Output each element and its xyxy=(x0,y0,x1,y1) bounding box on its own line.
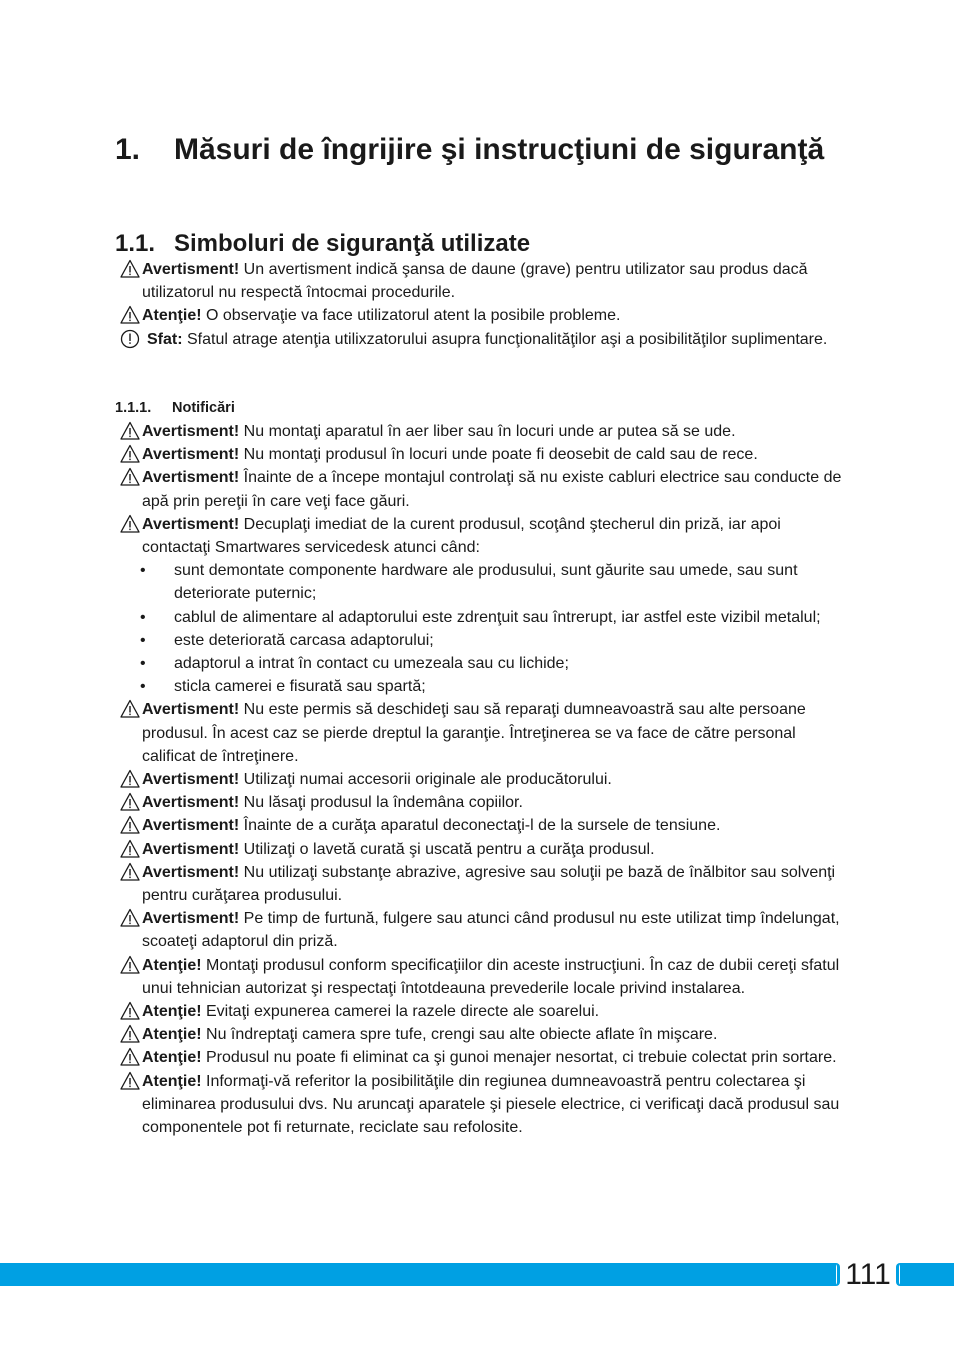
warning-icon xyxy=(120,467,140,487)
bullet-item xyxy=(120,629,845,652)
info-icon xyxy=(120,329,140,349)
notice-label: Avertisment! xyxy=(142,863,240,881)
bullet-dot: • xyxy=(140,631,146,649)
notice-item xyxy=(120,258,845,304)
heading-3-text: Notificări xyxy=(172,400,235,416)
notice-text: Nu îndreptaţi camera spre tufe, crengi sau alte obiecte aflate în mişcare. xyxy=(201,1026,718,1044)
bullet-dot: • xyxy=(140,655,146,673)
notice-text: Nu utilizaţi substanţe abrazive, agresive sau soluţii pe bază de înălbitor sau solvenţi pentru curăţarea produsului. xyxy=(142,863,836,905)
notice-item xyxy=(120,768,845,791)
notice-item xyxy=(120,420,845,443)
bullet-text: sunt demontate componente hardware ale produsului, sunt găurite sau umede, sau sunt deteriorate puternic; xyxy=(174,562,798,603)
notice-item xyxy=(120,1000,845,1023)
notice-label: Avertisment! xyxy=(142,794,240,812)
notice-text: Un avertisment indică şansa de daune (grave) pentru utilizator sau produs dacă utilizatorul nu respectă întocmai procedurile. xyxy=(142,261,808,302)
warning-icon xyxy=(120,815,140,835)
notice-item xyxy=(120,1046,845,1069)
notice-text: Nu este permis să deschideţi sau să reparaţi dumneavoastră sau alte persoane produsul. În acest caz se pierde dreptul la garanţie. Întreţinerea se va face de către personal calificat de întreţinere. xyxy=(142,701,806,765)
notice-item xyxy=(120,328,845,351)
warning-icon xyxy=(120,259,140,279)
bullet-item xyxy=(120,675,845,698)
notice-item xyxy=(120,814,845,837)
notice-label: Avertisment! xyxy=(142,261,240,278)
bullet-dot: • xyxy=(140,608,146,626)
warning-icon xyxy=(120,305,140,325)
heading-1-number: 1. xyxy=(115,133,141,166)
warning-icon xyxy=(120,1001,140,1021)
notice-item xyxy=(120,304,845,327)
heading-1-text: Măsuri de îngrijire şi instrucţiuni de siguranţă xyxy=(174,133,825,166)
page-number-box xyxy=(836,1256,900,1292)
notice-label: Avertisment! xyxy=(142,515,240,533)
notice-label: Avertisment! xyxy=(142,446,240,464)
notice-text: Înainte de a curăţa aparatul deconectaţi-l de la sursele de tensiune. xyxy=(239,817,721,835)
heading-2 xyxy=(115,228,530,260)
warning-icon xyxy=(120,862,140,882)
bullet-list xyxy=(120,559,845,698)
warning-icon xyxy=(120,839,140,859)
notice-item xyxy=(120,1070,845,1140)
warning-icon xyxy=(120,1047,140,1067)
notice-item xyxy=(120,861,845,907)
notice-label: Atenţie! xyxy=(142,1049,202,1067)
notice-label: Avertisment! xyxy=(142,910,240,928)
notice-text: Nu montaţi aparatul în aer liber sau în locuri unde ar putea să se ude. xyxy=(239,423,736,440)
notice-item xyxy=(120,838,845,861)
notice-item xyxy=(120,443,845,466)
notice-item xyxy=(120,907,845,953)
notice-text: Nu montaţi produsul în locuri unde poate fi deosebit de cald sau de rece. xyxy=(239,446,758,464)
notice-text: Montaţi produsul conform specificaţiilor din aceste instrucţiuni. În caz de dubii cereţi sfatul unui tehnician autorizat şi respectaţi întotdeauna prevederile locale privind instalarea. xyxy=(142,956,840,997)
notice-label: Avertisment! xyxy=(142,840,240,858)
notices-list xyxy=(120,420,845,1139)
bullet-item xyxy=(120,652,845,675)
notice-item xyxy=(120,513,845,559)
notice-text: Utilizaţi numai accesorii originale ale producătorului. xyxy=(239,771,612,789)
footer-bar xyxy=(0,1263,954,1286)
notice-item xyxy=(120,698,845,768)
warning-icon xyxy=(120,769,140,789)
symbols-list xyxy=(120,258,845,351)
notice-label: Atenţie! xyxy=(142,956,202,974)
notice-text: Utilizaţi o lavetă curată şi uscată pentru a curăţa produsul. xyxy=(239,840,655,858)
bullet-item xyxy=(120,606,845,629)
notice-text: Înainte de a începe montajul controlaţi să nu existe cabluri electrice sau conducte de apă prin pereţii în care veţi face găuri. xyxy=(142,469,842,510)
warning-icon xyxy=(120,792,140,812)
notice-text: Informaţi-vă referitor la posibilităţile din regiunea dumneavoastră pentru colectarea şi eliminarea produsului dvs. Nu aruncaţi aparatele şi piesele electrice, ci verificaţi dacă produsul sau componentele pot fi returnate, reciclate sau refolosite. xyxy=(142,1072,840,1137)
notice-label: Atenţie! xyxy=(142,1003,202,1021)
notice-text: Decuplaţi imediat de la curent produsul, scoţând ştecherul din priză, iar apoi contactaţi Smartwares servicedesk atunci când: xyxy=(142,515,781,557)
warning-icon xyxy=(120,1024,140,1044)
notice-label: Avertisment! xyxy=(142,701,240,719)
notice-label: Atenţie! xyxy=(142,1026,202,1044)
page-number: 111 xyxy=(845,1258,891,1291)
bullet-text: cablul de alimentare al adaptorului este zdrenţuit sau întrerupt, iar astfel este vizibil metalul; xyxy=(174,608,821,626)
notice-label: Atenţie! xyxy=(142,307,202,325)
heading-2-text: Simboluri de siguranţă utilizate xyxy=(174,230,531,257)
warning-icon xyxy=(120,699,140,719)
bullet-dot: • xyxy=(140,678,146,696)
bullet-dot: • xyxy=(140,562,146,580)
notice-item xyxy=(120,1023,845,1046)
notice-text: O observaţie va face utilizatorul atent la posibile probleme. xyxy=(201,307,621,325)
warning-icon xyxy=(120,444,140,464)
warning-icon xyxy=(120,955,140,975)
notice-label: Atenţie! xyxy=(142,1072,202,1090)
notice-label: Sfat: xyxy=(147,330,183,348)
warning-icon xyxy=(120,1071,140,1091)
warning-icon xyxy=(120,908,140,928)
notice-item xyxy=(120,954,845,1000)
notice-label: Avertisment! xyxy=(142,469,240,487)
heading-3 xyxy=(115,398,235,418)
bullet-text: este deteriorată carcasa adaptorului; xyxy=(174,631,434,649)
heading-2-number: 1.1. xyxy=(115,230,156,257)
bullet-item xyxy=(120,559,845,605)
notice-text: Nu lăsaţi produsul la îndemâna copiilor. xyxy=(239,794,523,812)
notice-item xyxy=(120,791,845,814)
warning-icon xyxy=(120,421,140,441)
warning-icon xyxy=(120,514,140,534)
notice-item xyxy=(120,466,845,512)
notice-text: Produsul nu poate fi eliminat ca şi gunoi menajer nesortat, ci trebuie colectat prin sortare. xyxy=(201,1049,837,1067)
notice-text: Sfatul atrage atenţia utilixzatorului asupra funcţionalităţilor aşi a posibilităţilor suplimentare. xyxy=(182,330,828,348)
bullet-text: sticla camerei e fisurată sau spartă; xyxy=(174,678,426,696)
bullet-text: adaptorul a intrat în contact cu umezeala sau cu lichide; xyxy=(174,655,569,673)
heading-1 xyxy=(115,128,855,172)
notice-text: Evitaţi expunerea camerei la razele directe ale soarelui. xyxy=(201,1003,600,1021)
notice-label: Avertisment! xyxy=(142,771,240,789)
notice-text: Pe timp de furtună, fulgere sau atunci când produsul nu este utilizat timp îndelungat, scoateţi adaptorul din priză. xyxy=(142,910,840,951)
notice-label: Avertisment! xyxy=(142,817,240,835)
notice-label: Avertisment! xyxy=(142,423,240,440)
heading-3-number: 1.1.1. xyxy=(115,400,152,416)
